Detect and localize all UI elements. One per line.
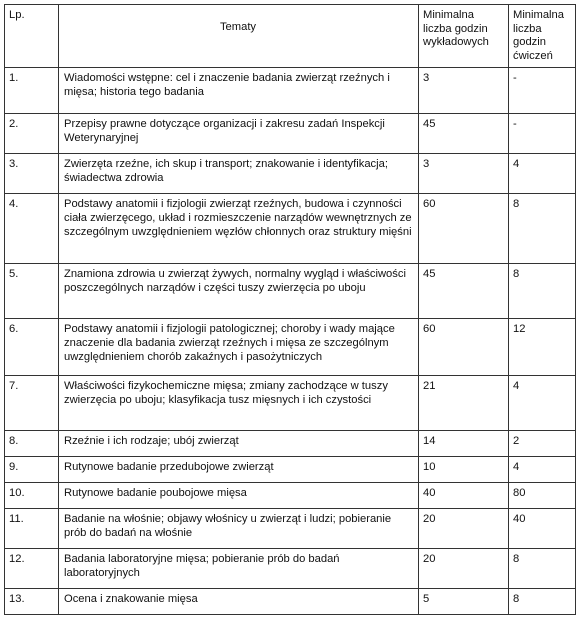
row-topic: Podstawy anatomii i fizjologii patologicznej; choroby i wady mające znaczenie dla badania zwierząt rzeźnych i mięsa ze szczególnym uwzględnieniem chorób zakaźnych i pasożytniczych [59,319,419,376]
row-lp: 2. [5,114,59,154]
header-topic: Tematy [59,5,419,68]
row-topic: Badanie na włośnie; objawy włośnicy u zwierząt i ludzi; pobieranie prób do badań na włośnie [59,509,419,549]
row-exercises: 4 [509,376,576,431]
row-lectures: 20 [419,549,509,589]
row-exercises: - [509,114,576,154]
row-lectures: 45 [419,114,509,154]
table-row [5,319,576,376]
table-row [5,264,576,319]
row-lectures: 3 [419,154,509,194]
row-lp: 8. [5,431,59,457]
header-lectures: Minimalna liczba godzin wykładowych [419,5,509,68]
row-exercises: 8 [509,549,576,589]
row-exercises: 8 [509,264,576,319]
row-lp: 1. [5,68,59,114]
table-row [5,589,576,615]
row-topic: Rutynowe badanie przedubojowe zwierząt [59,457,419,483]
row-lectures: 5 [419,589,509,615]
table-row [5,68,576,114]
row-lp: 13. [5,589,59,615]
row-lectures: 60 [419,194,509,264]
row-lectures: 21 [419,376,509,431]
row-lectures: 20 [419,509,509,549]
row-lp: 5. [5,264,59,319]
row-lectures: 14 [419,431,509,457]
row-lp: 11. [5,509,59,549]
row-topic: Przepisy prawne dotyczące organizacji i zakresu zadań Inspekcji Weterynaryjnej [59,114,419,154]
row-lp: 12. [5,549,59,589]
row-topic: Znamiona zdrowia u zwierząt żywych, normalny wygląd i właściwości poszczególnych narządów i części tuszy zwierzęcia po uboju [59,264,419,319]
row-exercises: 8 [509,589,576,615]
row-lp: 10. [5,483,59,509]
header-lp: Lp. [5,5,59,68]
row-lectures: 40 [419,483,509,509]
row-lp: 9. [5,457,59,483]
row-lp: 7. [5,376,59,431]
row-lp: 3. [5,154,59,194]
table-row [5,114,576,154]
table-row [5,457,576,483]
table-row [5,509,576,549]
row-topic: Rzeźnie i ich rodzaje; ubój zwierząt [59,431,419,457]
row-lectures: 10 [419,457,509,483]
row-exercises: - [509,68,576,114]
table-row [5,154,576,194]
row-lectures: 45 [419,264,509,319]
curriculum-table-wrapper [4,4,576,615]
row-topic: Rutynowe badanie poubojowe mięsa [59,483,419,509]
row-topic: Ocena i znakowanie mięsa [59,589,419,615]
row-lectures: 60 [419,319,509,376]
row-topic: Badania laboratoryjne mięsa; pobieranie prób do badań laboratoryjnych [59,549,419,589]
row-exercises: 4 [509,457,576,483]
table-row [5,431,576,457]
row-topic: Zwierzęta rzeźne, ich skup i transport; znakowanie i identyfikacja; świadectwa zdrowia [59,154,419,194]
row-topic: Właściwości fizykochemiczne mięsa; zmiany zachodzące w tuszy zwierzęcia po uboju; klasyfikacja tusz mięsnych i ich czystości [59,376,419,431]
curriculum-table [4,4,576,615]
table-row [5,376,576,431]
row-topic: Podstawy anatomii i fizjologii zwierząt rzeźnych, budowa i czynności ciała zwierzęcego, układ i rozmieszczenie narządów wewnętrznych ze szczególnym uwzględnieniem węzłów chłonnych oraz struktury mięśni [59,194,419,264]
table-row [5,194,576,264]
table-header-row [5,5,576,68]
row-exercises: 12 [509,319,576,376]
row-lp: 4. [5,194,59,264]
header-exercises: Minimalna liczba godzin ćwiczeń [509,5,576,68]
row-exercises: 8 [509,194,576,264]
row-exercises: 40 [509,509,576,549]
row-exercises: 4 [509,154,576,194]
table-row [5,549,576,589]
row-exercises: 2 [509,431,576,457]
table-row [5,483,576,509]
row-topic: Wiadomości wstępne: cel i znaczenie badania zwierząt rzeźnych i mięsa; historia tego badania [59,68,419,114]
row-exercises: 80 [509,483,576,509]
row-lp: 6. [5,319,59,376]
row-lectures: 3 [419,68,509,114]
